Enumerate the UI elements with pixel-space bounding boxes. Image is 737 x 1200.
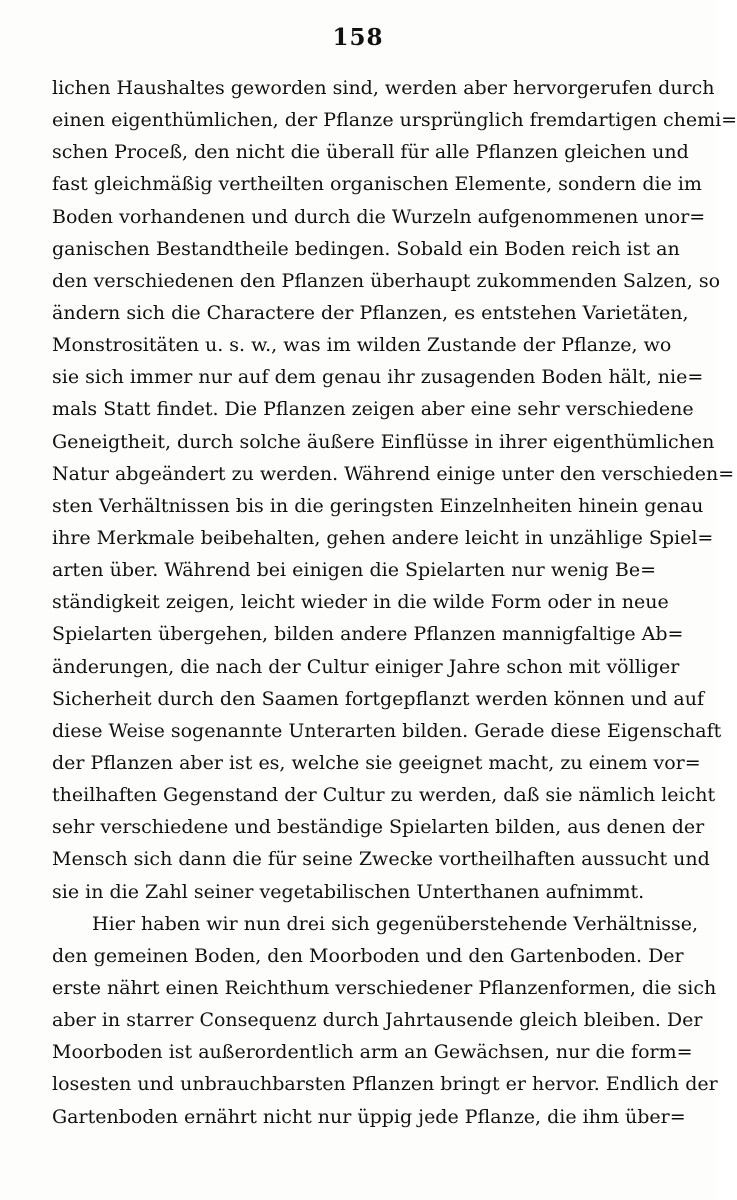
text-line: sie in die Zahl seiner vegetabilischen Unterthanen aufnimmt. bbox=[52, 880, 645, 903]
text-line: theilhaften Gegenstand der Cultur zu werden, daß sie nämlich leicht bbox=[52, 784, 716, 807]
text-line: arten über. Während bei einigen die Spielarten nur wenig Be= bbox=[52, 559, 656, 582]
text-line: ihre Merkmale beibehalten, gehen andere leicht in unzählige Spiel= bbox=[52, 526, 714, 549]
text-line: fast gleichmäßig vertheilten organischen Elemente, sondern die im bbox=[52, 173, 702, 196]
text-line: sehr verschiedene und beständige Spielarten bilden, aus denen der bbox=[52, 816, 705, 839]
text-line: lichen Haushaltes geworden sind, werden aber hervorgerufen durch bbox=[52, 77, 715, 99]
text-line: aber in starrer Consequenz durch Jahrtausende gleich bleiben. Der bbox=[52, 1009, 703, 1032]
text-line: den verschiedenen den Pflanzen überhaupt zukommenden Salzen, so bbox=[52, 269, 721, 292]
text-line: Mensch sich dann die für seine Zwecke vortheilhaften aussucht und bbox=[52, 848, 710, 871]
text-line: Geneigtheit, durch solche äußere Einflüsse in ihrer eigenthümlichen bbox=[52, 430, 715, 453]
text-line: erste nährt einen Reichthum verschiedener Pflanzenformen, die sich bbox=[52, 976, 717, 999]
text-line: der Pflanzen aber ist es, welche sie geeignet macht, zu einem vor= bbox=[52, 751, 701, 774]
text-line: mals Statt findet. Die Pflanzen zeigen aber eine sehr verschiedene bbox=[52, 398, 694, 421]
text-line: diese Weise sogenannte Unterarten bilden. Gerade diese Eigenschaft bbox=[52, 719, 722, 742]
text-line: den gemeinen Boden, den Moorboden und den Gartenboden. Der bbox=[52, 944, 684, 967]
text-line: Sicherheit durch den Saamen fortgepflanzt werden können und auf bbox=[52, 687, 704, 710]
text-line: Gartenboden ernährt nicht nur üppig jede Pflanze, die ihm über= bbox=[52, 1105, 686, 1128]
text-line: Moorboden ist außerordentlich arm an Gewächsen, nur die form= bbox=[52, 1041, 693, 1064]
text-line: ständigkeit zeigen, leicht wieder in die wilde Form oder in neue bbox=[52, 591, 669, 614]
text-line: Hier haben wir nun drei sich gegenüberstehende Verhältnisse, bbox=[92, 912, 699, 935]
text-line: Boden vorhandenen und durch die Wurzeln aufgenommenen unor= bbox=[52, 205, 706, 228]
text-line: sie sich immer nur auf dem genau ihr zusagenden Boden hält, nie= bbox=[52, 366, 704, 389]
page-body-text bbox=[52, 72, 737, 1133]
text-line: ganischen Bestandtheile bedingen. Sobald ein Boden reich ist an bbox=[52, 237, 680, 260]
text-line: Monstrositäten u. s. w., was im wilden Zustande der Pflanze, wo bbox=[52, 334, 672, 357]
page-number: 158 bbox=[332, 24, 384, 51]
text-line: losesten und unbrauchbarsten Pflanzen bringt er hervor. Endlich der bbox=[52, 1073, 718, 1096]
text-line: änderungen, die nach der Cultur einiger Jahre schon mit völliger bbox=[52, 655, 680, 678]
text-line: schen Proceß, den nicht die überall für alle Pflanzen gleichen und bbox=[52, 141, 689, 164]
text-line: einen eigenthümlichen, der Pflanze ursprünglich fremdartigen chemi= bbox=[52, 109, 737, 132]
text-line: Spielarten übergehen, bilden andere Pflanzen mannigfaltige Ab= bbox=[52, 623, 684, 646]
text-line: ändern sich die Charactere der Pflanzen, es entstehen Varietäten, bbox=[52, 301, 689, 324]
text-line: sten Verhältnissen bis in die geringsten Einzelnheiten hinein genau bbox=[52, 494, 704, 517]
text-line: Natur abgeändert zu werden. Während einige unter den verschieden= bbox=[52, 462, 735, 485]
